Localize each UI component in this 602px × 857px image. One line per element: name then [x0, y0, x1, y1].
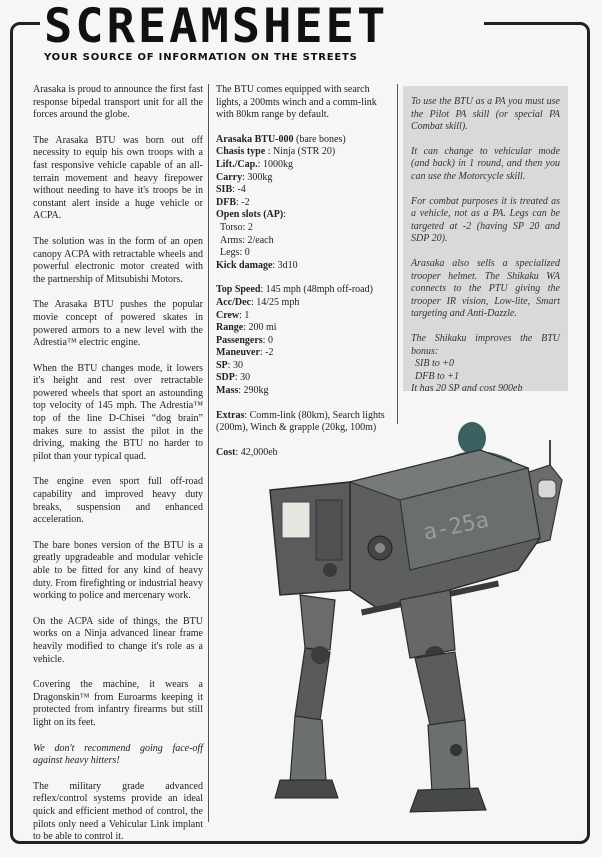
column-divider: [208, 84, 209, 822]
spec-value: : -4: [232, 184, 246, 196]
sidebar-paragraph: Arasaka also sells a specialized trooper helmet. The Shikaku WA connects to the PTU giving the trooper IR vision, Low-lite, Smart targeting and Anti-Dazzle.: [411, 257, 560, 320]
sidebar-paragraph: To use the BTU as a PA you must use the Pilot PA skill (or special PA Combat skill).: [411, 96, 560, 133]
vehicle-stats-block: [216, 284, 391, 397]
right-leg: [400, 590, 486, 812]
spec-value: : 0: [262, 334, 273, 346]
spec-label: Kick damage: [216, 259, 273, 271]
spec-label: Range: [216, 322, 244, 334]
paragraph: On the ACPA side of things, the BTU works on a Ninja advanced linear frame heavily modified to change it's role as a vehicle.: [33, 615, 203, 665]
spec-value: : 30: [234, 372, 251, 384]
bonus-dfb: DFB to +1: [415, 370, 459, 382]
model-note: (bare bones): [293, 133, 346, 145]
paragraph: The Arasaka BTU was born out off necessity to equip his own troops with a fast responsive vehicle capable of an all-terrain movement and heavy firepower without needing to have it's troops be in constant alert inside a huge vehicle or ACPA.: [33, 134, 203, 222]
column-divider: [397, 84, 398, 424]
spec-value: : Comm-link (80km), Search lights (200m), Winch & grapple (20kg, 100m): [216, 409, 385, 434]
spec-label: SDP: [216, 372, 235, 384]
paragraph: The military grade advanced reflex/control systems provide an ideal quick and efficient method of control, the pilots only need a Vehicular Link implant to be able to control it.: [33, 780, 203, 843]
spec-label: Cost: [216, 446, 236, 458]
spec-label: Crew: [216, 309, 240, 321]
spec-label: DFB: [216, 196, 236, 208]
spec-value: : -2: [236, 196, 250, 208]
spec-value: : 3d10: [272, 259, 298, 271]
paragraph: Covering the machine, it wears a Dragonskin™ from Euroarms keeping it protected from infantry firearms but still light on its feet.: [33, 679, 203, 728]
spec-value: : 1: [239, 309, 250, 321]
masthead: [40, 0, 484, 66]
spec-value: : Ninja (STR 20): [265, 146, 336, 158]
spec-value: : 30: [227, 359, 243, 371]
spec-label: Mass: [216, 385, 239, 397]
slot-legs: Legs: 0: [220, 247, 250, 259]
masthead-title: SCREAMSHEET: [44, 6, 484, 48]
intro-paragraph: The BTU comes equipped with search lights, a 200mts winch and a comm-link with 80km range by default.: [216, 84, 377, 121]
sidebar-bonus: [411, 333, 560, 396]
spec-value: : -2: [259, 347, 274, 359]
model-name: Arasaka BTU-000: [216, 133, 294, 145]
spec-label: Passengers: [216, 334, 263, 346]
spec-label: Maneuver: [216, 347, 260, 359]
rules-sidebar: [403, 86, 568, 395]
spec-value: : 300kg: [242, 171, 273, 183]
hull-marking: a-25a: [421, 507, 492, 546]
spec-block: [216, 134, 391, 273]
bonus-sib: SIB to +0: [415, 358, 454, 370]
article-column-2: [216, 84, 391, 471]
spec-value: : 42,000eb: [235, 446, 278, 458]
bonus-intro: The Shikaku improves the BTU bonus:: [411, 332, 560, 357]
article-column-1: [33, 84, 203, 857]
spec-label: SIB: [216, 184, 233, 196]
spec-label: SP: [216, 359, 228, 371]
mecha-illustration: [250, 420, 595, 835]
spec-label: Extras: [216, 409, 245, 421]
paragraph: The solution was in the form of an open canopy ACPA with retractable wheels and powerful electronic motor created with the partnership of Mitsubishi Motors.: [33, 235, 203, 285]
spec-label: Top Speed: [216, 284, 261, 296]
paragraph: When the BTU changes mode, it lowers it's height and rest over retractable powered wheels that sport an astounding top velocity of 145 mph. The Adrestia™ top of the line D-Chisei “dog brain” makes sure to assist the pilot in the driving, making the BTU no harder to pilot than your typical quad.: [33, 362, 203, 462]
spec-value: : 290kg: [238, 385, 269, 397]
masthead-subtitle: YOUR SOURCE OF INFORMATION ON THE STREETS: [44, 52, 358, 63]
paragraph: The bare bones version of the BTU is a greatly upgradeable and modular vehicle able to be fitted for any kind of heavy duty. From firefighting or industrial heavy working to police and mercenary work.: [33, 539, 203, 602]
slot-arms: Arms: 2/each: [220, 234, 274, 246]
paragraph: The engine even sport full off-road capability and improved heavy duty breaks, suspension and enhanced acceleration.: [33, 476, 203, 526]
sidebar-paragraph: For combat purposes it is treated as a vehicle, not as a PA. Legs can be targeted at -2 (having SP 20 and SDP 20).: [411, 195, 560, 245]
main-hull: [350, 450, 540, 610]
bonus-sp-cost: It has 20 SP and cost 900eb: [411, 383, 523, 395]
spec-label: Acc/Dec: [216, 296, 251, 308]
slot-torso: Torso: 2: [220, 221, 253, 233]
paragraph: Arasaka is proud to announce the first fast response bipedal transport unit for all the forces around the globe.: [33, 84, 203, 121]
spec-value: :: [283, 209, 287, 221]
paragraph-emphasis: We don't recommend going face-off against heavy hitters!: [33, 742, 203, 767]
spec-label: Lift./Cap.: [216, 158, 258, 170]
sidebar-paragraph: It can change to vehicular mode (and back) in 1 round, and then you can use the Motorcycle skill.: [411, 145, 560, 182]
paragraph: The Arasaka BTU pushes the popular movie concept of powered skates in powered armors to a new level with the Adrestia™ electric engine.: [33, 299, 203, 349]
spec-label: Open slots (AP): [216, 209, 284, 221]
spec-label: Chasis type: [216, 146, 266, 158]
left-leg: [275, 595, 338, 798]
spec-value: : 1000kg: [257, 158, 293, 170]
spec-value: : 14/25 mph: [250, 296, 300, 308]
spec-label: Carry: [216, 171, 243, 183]
spec-value: : 200 mi: [243, 322, 277, 334]
spec-value: : 145 mph (48mph off-road): [260, 284, 373, 296]
